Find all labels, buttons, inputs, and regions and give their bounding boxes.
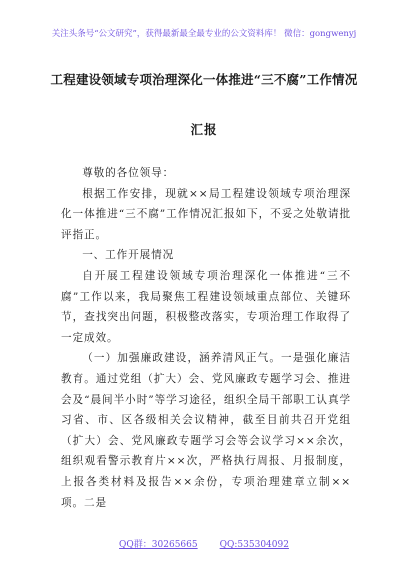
salutation: 尊敬的各位领导： <box>82 167 175 179</box>
document-body <box>61 163 351 513</box>
document-subtitle: 汇报 <box>190 122 218 137</box>
footer-qq-contact: QQ:535304092 <box>219 540 289 550</box>
header-notice: 关注头条号“公文研究”，获得最新最全最专业的公文资料库！ 微信：gongwenyj <box>51 29 357 39</box>
section-paragraph: 自开展工程建设领域专项治理深化一体推进“三不腐”工作以来，我局聚焦工程建设领域重点部位、关键环节，查找突出问题，积极整改落实，专项治理工作取得了一定成效。 <box>61 269 351 344</box>
footer-qq-group: QQ群：30265665 <box>119 540 198 550</box>
intro-paragraph: 根据工作安排，现就××局工程建设领域专项治理深化一体推进“三不腐”工作情况汇报如下，不妥之处敬请批评指正。 <box>61 187 351 241</box>
sub-paragraph: （一）加强廉政建设，涵养清风正气。一是强化廉洁教育。通过党组（扩大）会、党风廉政专题学习会、推进会及“晨间半小时”等学习途径，组织全局干部职工认真学习省、市、区各级相关会议精神，截至目前共召开党组（扩大）会、党风廉政专题学习会等会议学习××余次，组织观看警示教育片××次，严格执行周报、月报制度，上报各类材料及报告××余份，专项治理建章立制××项。二是 <box>61 352 351 509</box>
document-title: 工程建设领域专项治理深化一体推进“三不腐”工作情况 <box>50 72 358 87</box>
section-heading: 一、工作开展情况 <box>82 249 175 262</box>
footer-contacts <box>0 537 408 550</box>
